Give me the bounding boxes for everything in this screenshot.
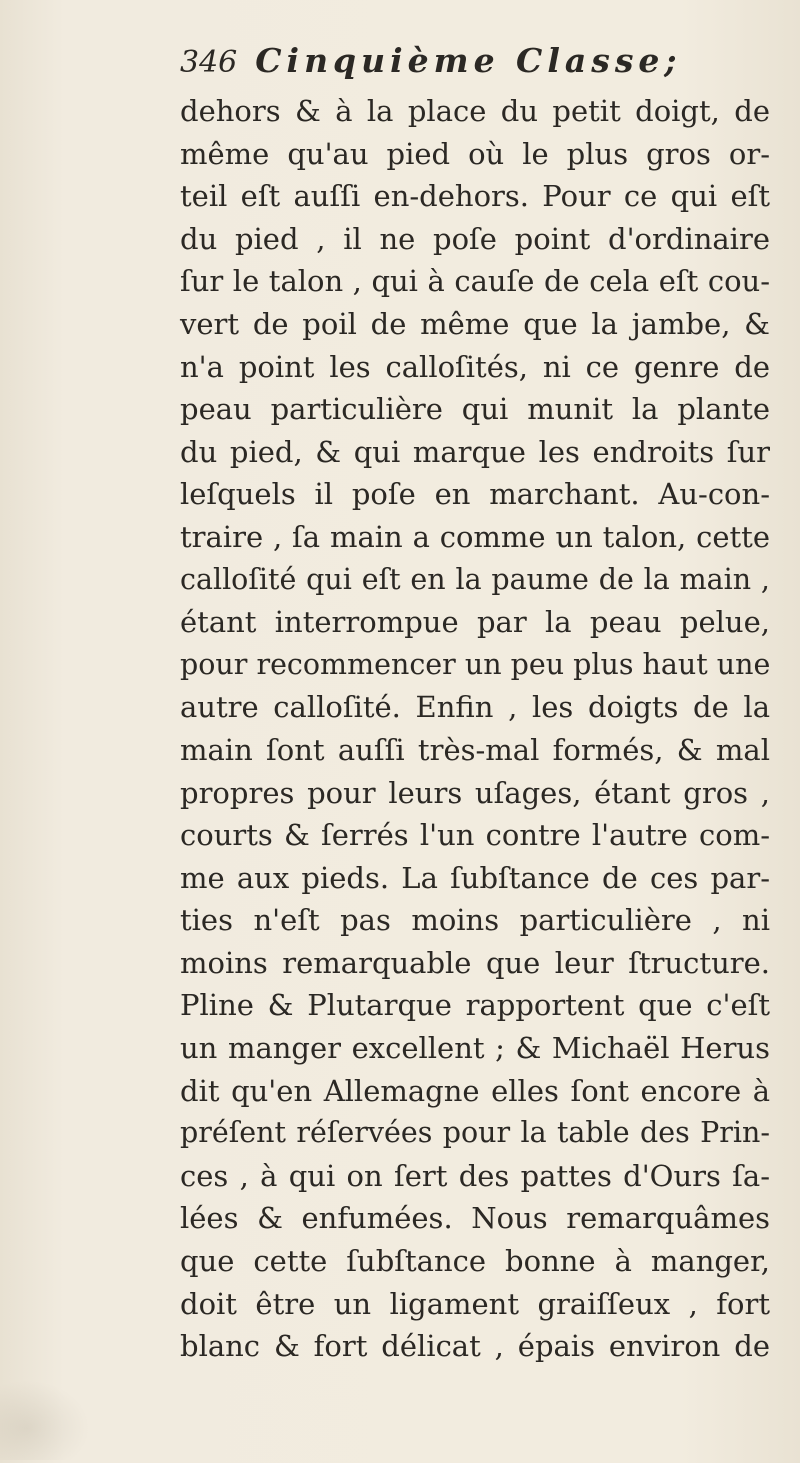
text-line: propres pour leurs uſages, étant gros , (180, 775, 770, 810)
text-line: courts & ſerrés l'un contre l'autre com- (180, 818, 770, 853)
text-line: que cette ſubſtance bonne à manger, (180, 1244, 770, 1279)
text-line: traire , ſa main a comme un talon, cette (180, 519, 770, 554)
text-line: même qu'au pied où le plus gros or- (180, 136, 770, 171)
paper-stain (0, 1380, 90, 1460)
text-line: calloſité qui eſt en la paume de la main , (180, 562, 770, 596)
text-line: dehors & à la place du petit doigt, de (180, 94, 770, 128)
page-number: 346 (180, 45, 238, 80)
text-line: ties n'eſt pas moins particulière , ni (180, 903, 770, 938)
text-line: ces , à qui on ſert des pattes d'Ours ſa- (180, 1158, 770, 1193)
text-line: du pied , il ne poſe point d'ordinaire (180, 221, 770, 256)
text-line: du pied, & qui marque les endroits ſur (180, 434, 770, 469)
text-line: me aux pieds. La ſubſtance de ces par- (180, 860, 770, 895)
text-line: blanc & fort délicat , épais environ de (180, 1329, 770, 1364)
text-line: teil eſt auſſi en-dehors. Pour ce qui eſt (180, 179, 770, 214)
text-line: étant interrompue par la peau pelue, (180, 605, 770, 640)
text-line: peau particulière qui munit la plante (180, 392, 770, 427)
text-line: moins remarquable que leur ſtructure. (180, 945, 770, 980)
text-line: lées & enfumées. Nous remarquâmes (180, 1201, 770, 1236)
text-line: leſquels il poſe en marchant. Au-con- (180, 477, 770, 512)
text-line: vert de poil de même que la jambe, & (180, 306, 770, 341)
text-line: un manger excellent ; & Michaël Herus (180, 1031, 770, 1066)
text-line: ſur le talon , qui à cauſe de cela eſt cou- (180, 264, 770, 299)
running-title: Cinquième Classe; (255, 41, 682, 80)
body-text (180, 90, 770, 1368)
text-line: main ſont auſſi très-mal formés, & mal (180, 732, 770, 767)
text-line: n'a point les calloſités, ni ce genre de (180, 349, 770, 384)
text-line: doit être un ligament graiſſeux , fort (180, 1286, 770, 1321)
page-header (180, 36, 780, 86)
text-line: pour recommencer un peu plus haut une (180, 647, 771, 681)
text-line: autre calloſité. Enfin , les doigts de la (180, 690, 770, 725)
text-line: Pline & Plutarque rapportent que c'eſt (180, 988, 770, 1023)
text-line: dit qu'en Allemagne elles ſont encore à (180, 1073, 770, 1108)
text-line: préſent réſervées pour la table des Prin- (180, 1116, 770, 1150)
